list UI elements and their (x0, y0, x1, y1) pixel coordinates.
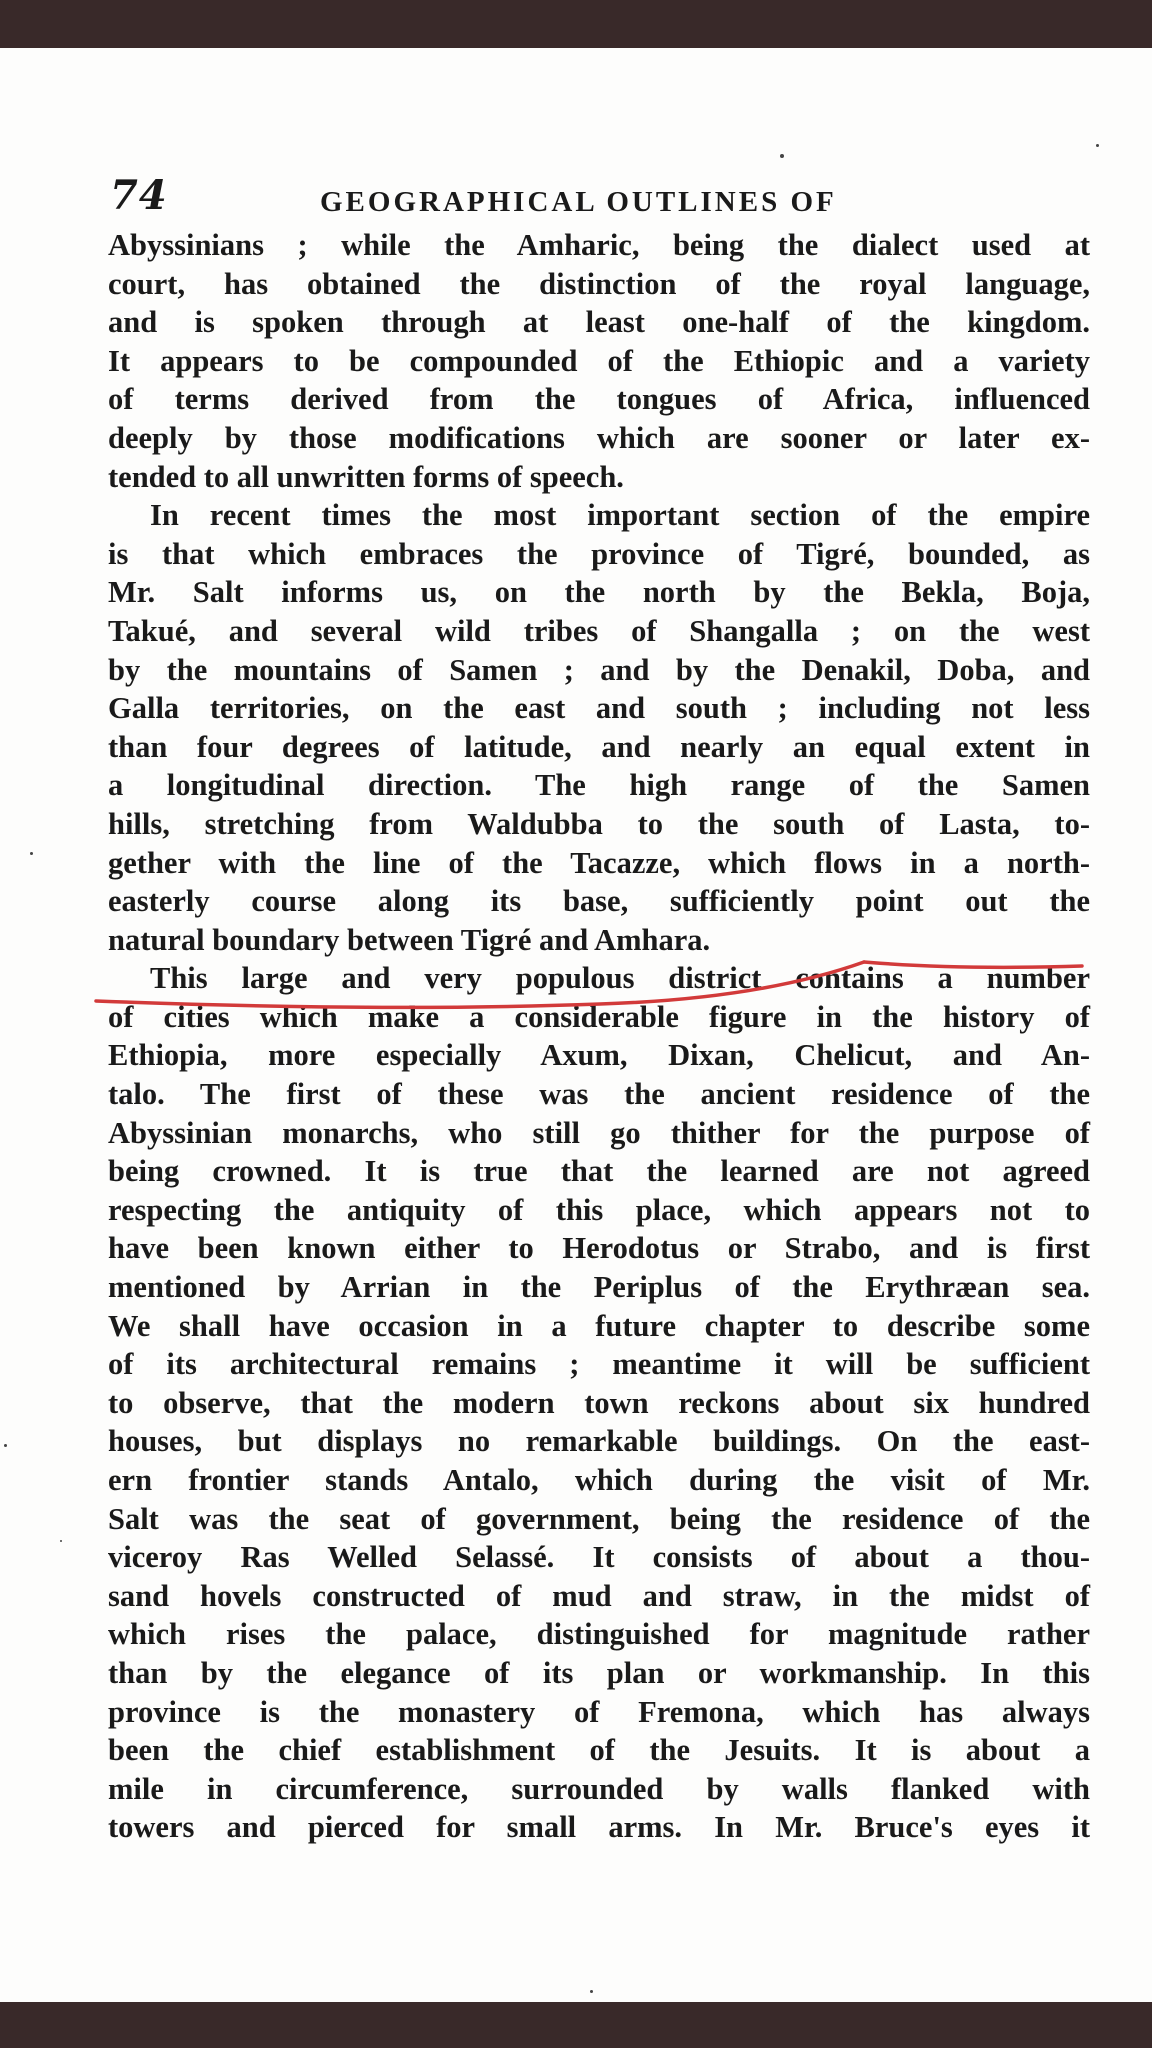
scan-speck (780, 154, 784, 158)
text-line: Salt was the seat of government, being the residence of the (108, 1501, 1090, 1536)
text-line: deeply by those modifications which are sooner or later ex- (108, 420, 1090, 455)
paragraph-start-line: This large and very populous district contains a number (150, 961, 1090, 996)
paragraph-start-line: In recent times the most important section of the empire (150, 498, 1090, 533)
text-line: We shall have occasion in a future chapter to describe some (108, 1308, 1090, 1343)
text-line: Abyssinians ; while the Amharic, being the dialect used at (108, 228, 1090, 262)
running-head: GEOGRAPHICAL OUTLINES OF (320, 186, 837, 218)
text-line: Mr. Salt informs us, on the north by the Bekla, Boja, (108, 575, 1090, 610)
page-number: 74 (110, 172, 168, 219)
text-line: respecting the antiquity of this place, which appears not to (108, 1192, 1090, 1227)
text-line: tended to all unwritten forms of speech. (108, 459, 624, 494)
text-line: of terms derived from the tongues of Africa, influenced (108, 382, 1090, 417)
text-line: ern frontier stands Antalo, which during the visit of Mr. (108, 1463, 1090, 1497)
text-line: being crowned. It is true that the learned are not agreed (108, 1154, 1090, 1189)
text-line: natural boundary between Tigré and Amhara. (108, 922, 711, 957)
text-line: than by the elegance of its plan or workmanship. In this (108, 1655, 1090, 1690)
text-line: houses, but displays no remarkable buildings. On the east- (108, 1424, 1090, 1459)
scan-speck (1096, 144, 1099, 147)
text-line: have been known either to Herodotus or Strabo, and is first (108, 1231, 1090, 1266)
text-line: easterly course along its base, sufficiently point out the (108, 884, 1090, 919)
scan-speck (30, 852, 33, 855)
text-line: mentioned by Arrian in the Periplus of the Erythræan sea. (108, 1270, 1090, 1305)
text-line: Ethiopia, more especially Axum, Dixan, Chelicut, and An- (108, 1038, 1090, 1073)
text-line: to observe, that the modern town reckons about six hundred (108, 1385, 1090, 1420)
text-line: is that which embraces the province of Tigré, bounded, as (108, 536, 1090, 571)
scan-speck (60, 1540, 62, 1542)
underline-stroke-upper (864, 962, 1082, 967)
text-line: sand hovels constructed of mud and straw, in the midst of (108, 1578, 1090, 1613)
text-line: gether with the line of the Tacazze, which flows in a north- (108, 845, 1090, 880)
text-line: hills, stretching from Waldubba to the south of Lasta, to- (108, 806, 1090, 841)
text-line: Abyssinian monarchs, who still go thither for the purpose of (108, 1115, 1090, 1150)
text-line: of cities which make a considerable figure in the history of (108, 999, 1090, 1034)
text-line: court, has obtained the distinction of the royal language, (108, 266, 1090, 301)
scan-speck (4, 1444, 7, 1447)
text-line: viceroy Ras Welled Selassé. It consists of about a thou- (108, 1540, 1090, 1575)
text-line: which rises the palace, distinguished for magnitude rather (108, 1617, 1090, 1652)
text-line: talo. The first of these was the ancient residence of the (108, 1077, 1090, 1112)
text-line: Takué, and several wild tribes of Shangalla ; on the west (108, 613, 1090, 648)
text-line: a longitudinal direction. The high range of the Samen (108, 768, 1090, 803)
underline-stroke-lower (96, 962, 864, 1007)
text-line: mile in circumference, surrounded by walls flanked with (108, 1771, 1090, 1806)
text-line: province is the monastery of Fremona, which has always (108, 1694, 1090, 1729)
text-line: than four degrees of latitude, and nearly an equal extent in (108, 729, 1090, 764)
text-line: It appears to be compounded of the Ethiopic and a variety (108, 343, 1090, 378)
text-line: by the mountains of Samen ; and by the Denakil, Doba, and (108, 652, 1090, 687)
scan-speck (590, 1990, 593, 1993)
text-line: of its architectural remains ; meantime it will be sufficient (108, 1347, 1090, 1382)
text-line: been the chief establishment of the Jesuits. It is about a (108, 1733, 1090, 1768)
text-line: Galla territories, on the east and south ; including not less (108, 691, 1090, 726)
text-line: and is spoken through at least one-half of the kingdom. (108, 305, 1090, 340)
bottom-frame-bar (0, 2002, 1152, 2048)
text-line: towers and pierced for small arms. In Mr. Bruce's eyes it (108, 1810, 1090, 1845)
